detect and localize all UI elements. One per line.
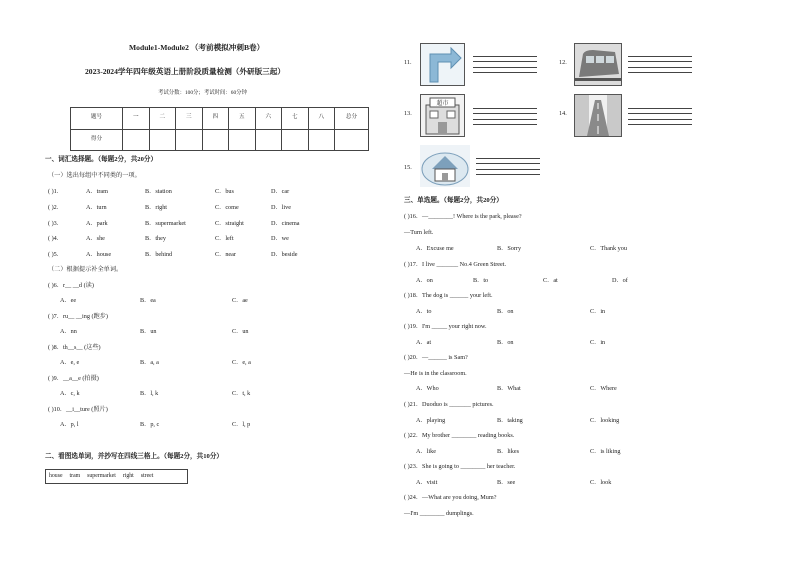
word-bank-item: house — [49, 472, 63, 479]
option-a: A．visit — [416, 479, 438, 486]
picture-number: 12. — [559, 59, 567, 66]
house-icon — [420, 145, 470, 187]
score-cell[interactable] — [308, 129, 335, 151]
option-d: D．of — [612, 277, 628, 284]
option-a: A．park — [86, 220, 108, 227]
option-c: C．Thank you — [590, 245, 627, 252]
option-c: C．in — [590, 339, 606, 346]
question-stem[interactable]: ( )23．She is going to ________ her teacher. — [404, 463, 516, 470]
option-b: B．right — [145, 204, 168, 211]
section1-part2-title: （二）根据提示补全单词。 — [48, 266, 123, 273]
option-a: A．Excuse me — [416, 245, 454, 252]
picture-number: 14. — [559, 110, 567, 117]
option-a: A．e, e — [60, 359, 80, 366]
score-cell[interactable] — [255, 129, 282, 151]
question-stem[interactable]: ( )20．—______ is Sam? — [404, 354, 468, 361]
exam-title-line1: Module1-Module2 （考前模拟冲刺B卷） — [129, 43, 265, 52]
option-a: A．turn — [86, 204, 107, 211]
option-a: A．to — [416, 308, 432, 315]
question-stem[interactable]: ( )22．My brother ________ reading books. — [404, 432, 515, 439]
supermarket-icon — [420, 94, 465, 137]
question-stem[interactable]: ( )24．—What are you doing, Mum? — [404, 494, 497, 501]
street-icon — [574, 94, 622, 137]
score-table-header-row — [71, 108, 369, 130]
option-b: B．on — [497, 339, 514, 346]
question-stem[interactable]: ( )10．__i__ture (照片) — [48, 406, 108, 413]
section1-part1-title: （一）选出每组中不同类的一项。 — [48, 172, 141, 179]
score-header-cell: 五 — [229, 108, 256, 130]
exam-title-line2: 2023-2024学年四年级英语上册阶段质量检测（外研版三起） — [85, 67, 285, 76]
question-stem[interactable]: ( )21．Duoduo is _______ pictures. — [404, 401, 494, 408]
section2-title: 二、看图选单词，并抄写在四线三格上。（每题2分，共10分） — [45, 453, 224, 460]
picture-number: 15. — [404, 164, 412, 171]
option-c: C．un — [232, 328, 249, 335]
question-number[interactable]: ( )2. — [48, 204, 59, 211]
option-b: B．What — [497, 385, 521, 392]
word-bank-item: street — [140, 472, 154, 479]
word-bank-item: right — [122, 472, 134, 479]
option-a: A．p, l — [60, 421, 79, 428]
score-cell[interactable] — [123, 129, 150, 151]
option-a: A．c, k — [60, 390, 80, 397]
dialogue-reply: —I'm ________ dumplings. — [404, 510, 474, 517]
score-cell[interactable] — [335, 129, 369, 151]
option-c: C．e, a — [232, 359, 251, 366]
option-b: B．ea — [140, 297, 156, 304]
writing-lines[interactable] — [628, 108, 692, 129]
question-stem[interactable]: ( )8．th__s__ (这些) — [48, 344, 101, 351]
option-c: C．t, k — [232, 390, 251, 397]
option-d: D．car — [271, 188, 290, 195]
score-cell[interactable] — [202, 129, 229, 151]
score-header-cell: 六 — [255, 108, 282, 130]
score-row-label: 得分 — [71, 129, 123, 151]
score-header-cell: 二 — [149, 108, 176, 130]
option-a: A．nn — [60, 328, 77, 335]
option-c: C．look — [590, 479, 612, 486]
question-stem[interactable]: ( )9．__a__e (拍摄) — [48, 375, 99, 382]
option-b: B．likes — [497, 448, 520, 455]
option-a: A．she — [86, 235, 105, 242]
section3-title: 三、单选题。（每题2分，共20分） — [404, 197, 503, 204]
option-d: D．cinema — [271, 220, 300, 227]
option-b: B．l, k — [140, 390, 159, 397]
option-a: A．playing — [416, 417, 446, 424]
score-cell[interactable] — [176, 129, 203, 151]
question-number[interactable]: ( )4. — [48, 235, 59, 242]
exam-info: 考试分数：100分；考试时间：60分钟 — [158, 90, 247, 96]
writing-lines[interactable] — [476, 158, 540, 179]
option-a: A．house — [86, 251, 112, 258]
option-c: C．ae — [232, 297, 248, 304]
option-b: B．they — [145, 235, 166, 242]
writing-lines[interactable] — [473, 56, 537, 77]
option-c: C．near — [215, 251, 236, 258]
score-table-score-row — [71, 129, 369, 151]
option-a: A．like — [416, 448, 436, 455]
option-c: C．Where — [590, 385, 617, 392]
option-c: C．left — [215, 235, 234, 242]
option-d: D．we — [271, 235, 289, 242]
option-b: B．un — [140, 328, 157, 335]
question-number[interactable]: ( )3. — [48, 220, 59, 227]
score-header-cell: 总分 — [335, 108, 369, 130]
question-stem[interactable]: ( )18．The dog is ______ your left. — [404, 292, 493, 299]
score-header-cell: 四 — [202, 108, 229, 130]
option-c: C．is liking — [590, 448, 621, 455]
word-bank-item: tram — [69, 472, 81, 479]
word-bank — [45, 469, 188, 484]
question-stem[interactable]: ( )16．—________! Where is the park, please? — [404, 213, 522, 220]
turn-right-arrow-icon — [420, 43, 465, 86]
option-a: A．at — [416, 339, 432, 346]
option-b: B．taking — [497, 417, 523, 424]
option-c: C．in — [590, 308, 606, 315]
question-stem[interactable]: ( )17．I live _______ No.4 Green Street. — [404, 261, 507, 268]
option-a: A．tram — [86, 188, 108, 195]
option-c: C．at — [543, 277, 558, 284]
question-stem[interactable]: ( )7．ru__ __ing (跑步) — [48, 313, 108, 320]
score-cell[interactable] — [229, 129, 256, 151]
score-header-cell: 一 — [123, 108, 150, 130]
score-cell[interactable] — [282, 129, 309, 151]
option-d: D．live — [271, 204, 291, 211]
picture-number: 11. — [404, 59, 412, 66]
option-b: B．supermarket — [145, 220, 186, 227]
section1-title: 一、词汇选择题。（每题2分，共20分） — [45, 156, 158, 163]
picture-number: 13. — [404, 110, 412, 117]
option-b: B．station — [145, 188, 172, 195]
option-b: B．behind — [145, 251, 173, 258]
svg-text:超市: 超市 — [436, 100, 449, 107]
question-stem[interactable]: ( )6．r__ __d (读) — [48, 282, 94, 289]
word-bank-item: supermarket — [87, 472, 116, 479]
score-header-cell: 七 — [282, 108, 309, 130]
option-b: B．on — [497, 308, 514, 315]
question-number[interactable]: ( )5. — [48, 251, 59, 258]
option-b: B．p, c — [140, 421, 160, 428]
dialogue-reply: —He is in the classroom. — [404, 370, 467, 377]
option-b: B．to — [473, 277, 489, 284]
option-c: C．looking — [590, 417, 620, 424]
dialogue-reply: —Turn left. — [404, 229, 434, 236]
score-table — [70, 107, 369, 151]
option-a: A．ee — [60, 297, 77, 304]
option-c: C．l, p — [232, 421, 251, 428]
option-b: B．a, a — [140, 359, 159, 366]
tram-icon — [574, 43, 622, 86]
option-b: B．Sorry — [497, 245, 522, 252]
score-header-cell: 八 — [308, 108, 335, 130]
question-number[interactable]: ( )1. — [48, 188, 59, 195]
option-c: C．straight — [215, 220, 244, 227]
writing-lines[interactable] — [628, 56, 692, 77]
score-header-cell: 题号 — [71, 108, 123, 130]
option-c: C．bus — [215, 188, 234, 195]
option-a: A．on — [416, 277, 433, 284]
question-stem[interactable]: ( )19．I'm _____ your right now. — [404, 323, 487, 330]
score-cell[interactable] — [149, 129, 176, 151]
option-a: A．Who — [416, 385, 439, 392]
option-c: C．come — [215, 204, 239, 211]
option-b: B．see — [497, 479, 516, 486]
writing-lines[interactable] — [473, 108, 537, 129]
score-header-cell: 三 — [176, 108, 203, 130]
option-d: D．beside — [271, 251, 298, 258]
